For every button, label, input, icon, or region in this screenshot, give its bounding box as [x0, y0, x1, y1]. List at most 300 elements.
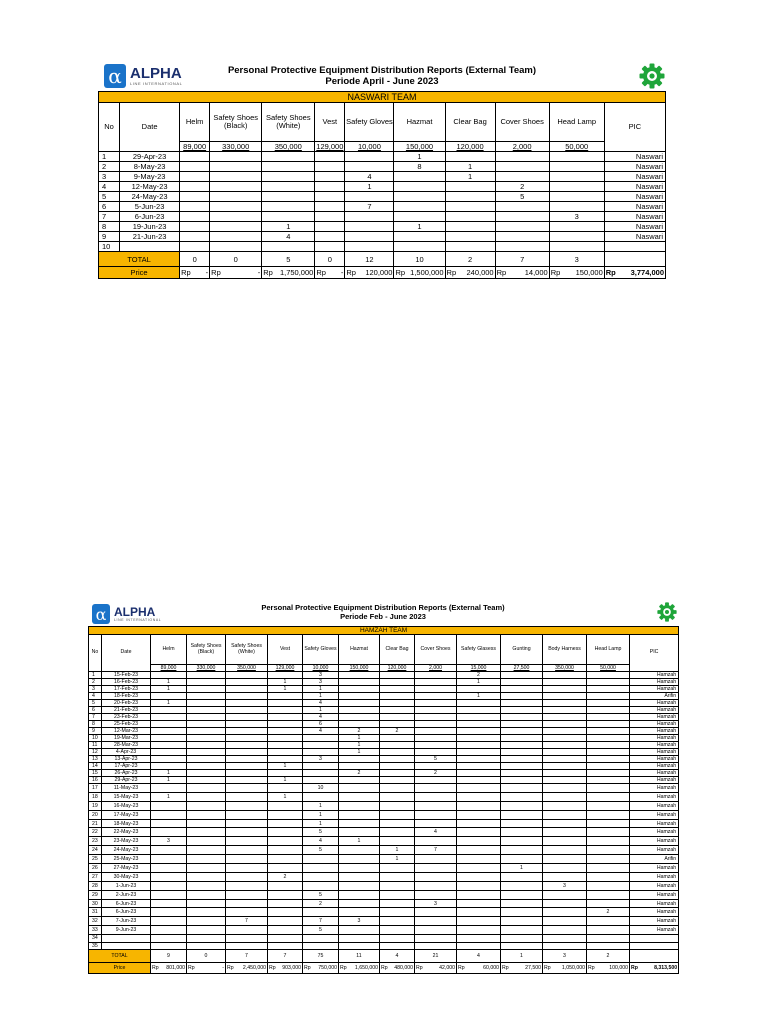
- amount: 750,000: [318, 965, 337, 972]
- currency: Rp: [188, 965, 195, 972]
- price-value: [495, 267, 549, 279]
- row-pic: Hamzah: [630, 792, 679, 801]
- row-number: 11: [89, 742, 102, 749]
- row-qty: 1: [394, 222, 445, 232]
- row-number: 13: [89, 756, 102, 763]
- amount: 27,500: [525, 965, 541, 972]
- amount: 1,650,000: [354, 965, 378, 972]
- row-number: 5: [99, 192, 120, 202]
- table-row: [89, 770, 679, 777]
- row-qty: [445, 232, 495, 242]
- row-date: 7-Jun-23: [102, 917, 151, 926]
- currency: Rp: [631, 965, 638, 972]
- row-qty: [587, 899, 630, 908]
- row-date: 6-Jun-23: [120, 212, 180, 222]
- row-qty: 1: [268, 763, 303, 770]
- row-qty: [151, 926, 187, 935]
- row-qty: [501, 837, 543, 846]
- row-qty: 1: [262, 222, 315, 232]
- row-qty: [445, 152, 495, 162]
- row-qty: [549, 242, 604, 252]
- row-qty: [394, 242, 445, 252]
- row-qty: [303, 864, 339, 873]
- row-qty: [187, 926, 226, 935]
- price-value: [180, 267, 210, 279]
- column-header: Head Lamp: [549, 103, 604, 142]
- row-qty: [587, 935, 630, 943]
- unit-price: 350,000: [262, 142, 315, 152]
- row-qty: [180, 242, 210, 252]
- row-qty: [303, 855, 339, 864]
- unit-price: 350,000: [226, 665, 268, 672]
- row-date: 9-Jun-23: [102, 926, 151, 935]
- row-qty: [187, 792, 226, 801]
- row-qty: [501, 679, 543, 686]
- row-qty: [345, 222, 394, 232]
- row-number: 22: [89, 828, 102, 837]
- row-pic: Hamzah: [630, 864, 679, 873]
- row-pic: Hamzah: [630, 728, 679, 735]
- total-label: TOTAL: [89, 950, 151, 963]
- row-qty: [415, 693, 457, 700]
- row-qty: [543, 855, 587, 864]
- row-qty: [226, 721, 268, 728]
- row-qty: [415, 672, 457, 679]
- row-qty: [543, 686, 587, 693]
- row-qty: [380, 801, 415, 810]
- row-date: 8-May-23: [120, 162, 180, 172]
- row-qty: [303, 792, 339, 801]
- row-qty: [457, 777, 501, 784]
- column-header: PIC: [604, 103, 665, 152]
- column-header: Clear Bag: [445, 103, 495, 142]
- table-row: [99, 182, 666, 192]
- row-date: 1-Jun-23: [102, 881, 151, 890]
- row-qty: [415, 686, 457, 693]
- row-qty: [543, 756, 587, 763]
- row-qty: [543, 770, 587, 777]
- row-number: 9: [89, 728, 102, 735]
- table-row: [89, 735, 679, 742]
- table-row: [89, 693, 679, 700]
- row-qty: [268, 801, 303, 810]
- row-number: 14: [89, 763, 102, 770]
- row-qty: [268, 756, 303, 763]
- row-qty: 2: [339, 770, 380, 777]
- currency: Rp: [263, 268, 273, 277]
- row-qty: [226, 777, 268, 784]
- row-qty: [151, 810, 187, 819]
- distribution-table: [98, 91, 666, 279]
- row-date: 25-May-23: [102, 855, 151, 864]
- row-qty: [543, 810, 587, 819]
- row-qty: [587, 777, 630, 784]
- row-qty: [495, 242, 549, 252]
- row-qty: [587, 700, 630, 707]
- row-qty: [394, 232, 445, 242]
- row-date: 27-May-23: [102, 864, 151, 873]
- row-date: 15-Feb-23: [102, 672, 151, 679]
- row-qty: [457, 749, 501, 756]
- row-qty: [268, 749, 303, 756]
- row-qty: [501, 784, 543, 793]
- row-qty: [495, 162, 549, 172]
- row-qty: [380, 908, 415, 917]
- column-header: Helm: [151, 635, 187, 665]
- amount: 120,000: [365, 268, 393, 277]
- row-qty: [151, 890, 187, 899]
- row-qty: [187, 735, 226, 742]
- row-number: 3: [89, 686, 102, 693]
- row-qty: [187, 810, 226, 819]
- row-qty: 4: [303, 837, 339, 846]
- row-date: 29-Apr-23: [102, 777, 151, 784]
- row-qty: [268, 707, 303, 714]
- row-qty: [587, 686, 630, 693]
- row-qty: [380, 890, 415, 899]
- row-pic: Naswari: [604, 162, 665, 172]
- row-qty: [226, 679, 268, 686]
- row-qty: [339, 679, 380, 686]
- row-qty: [457, 801, 501, 810]
- row-number: 17: [89, 784, 102, 793]
- total-pic-blank: [630, 950, 679, 963]
- row-pic: Naswari: [604, 172, 665, 182]
- row-qty: [543, 864, 587, 873]
- row-qty: [380, 942, 415, 950]
- row-qty: [268, 810, 303, 819]
- row-qty: 4: [262, 232, 315, 242]
- row-qty: [394, 192, 445, 202]
- row-qty: [543, 908, 587, 917]
- currency: Rp: [496, 268, 507, 277]
- row-qty: [226, 890, 268, 899]
- currency: Rp: [316, 268, 326, 277]
- row-date: [102, 942, 151, 950]
- row-qty: [226, 828, 268, 837]
- row-qty: [315, 182, 345, 192]
- row-qty: [339, 693, 380, 700]
- column-header: Date: [102, 635, 151, 672]
- row-qty: [394, 182, 445, 192]
- row-qty: 2: [457, 672, 501, 679]
- row-qty: [543, 714, 587, 721]
- table-row: [89, 837, 679, 846]
- row-qty: [339, 721, 380, 728]
- row-qty: [543, 707, 587, 714]
- price-value: [587, 963, 630, 974]
- price-row: [99, 267, 666, 279]
- row-qty: 7: [226, 917, 268, 926]
- row-qty: [380, 864, 415, 873]
- row-qty: [415, 777, 457, 784]
- row-qty: [187, 864, 226, 873]
- row-qty: [543, 742, 587, 749]
- row-qty: [501, 792, 543, 801]
- row-qty: [315, 192, 345, 202]
- row-qty: [380, 735, 415, 742]
- row-number: 35: [89, 942, 102, 950]
- row-qty: [457, 763, 501, 770]
- row-qty: [262, 162, 315, 172]
- alpha-logo-icon: α: [104, 64, 126, 88]
- row-qty: [226, 714, 268, 721]
- row-qty: [415, 819, 457, 828]
- row-qty: [226, 672, 268, 679]
- header-row: [89, 635, 679, 665]
- row-qty: [415, 942, 457, 950]
- row-qty: [457, 721, 501, 728]
- row-qty: [445, 212, 495, 222]
- row-qty: [415, 890, 457, 899]
- row-qty: [501, 756, 543, 763]
- row-qty: [262, 182, 315, 192]
- row-qty: [587, 926, 630, 935]
- row-qty: [187, 721, 226, 728]
- unit-price: 120,000: [445, 142, 495, 152]
- row-qty: [394, 212, 445, 222]
- table-row: [89, 828, 679, 837]
- total-value: 0: [180, 252, 210, 267]
- row-pic: [630, 942, 679, 950]
- row-qty: [187, 693, 226, 700]
- row-qty: [210, 202, 262, 212]
- row-qty: 1: [303, 693, 339, 700]
- column-header: Vest: [315, 103, 345, 142]
- total-value: 7: [495, 252, 549, 267]
- table-row: [89, 784, 679, 793]
- row-qty: [501, 700, 543, 707]
- row-pic: Hamzah: [630, 890, 679, 899]
- row-qty: [268, 942, 303, 950]
- column-header: Safety Gloves: [345, 103, 394, 142]
- row-qty: [226, 735, 268, 742]
- row-qty: 2: [495, 182, 549, 192]
- row-number: 7: [99, 212, 120, 222]
- row-qty: [339, 819, 380, 828]
- row-qty: [303, 742, 339, 749]
- row-qty: [187, 837, 226, 846]
- row-qty: [549, 152, 604, 162]
- row-qty: 1: [339, 735, 380, 742]
- row-qty: [187, 908, 226, 917]
- row-qty: [415, 837, 457, 846]
- row-qty: [501, 917, 543, 926]
- row-qty: [543, 679, 587, 686]
- row-qty: [587, 714, 630, 721]
- row-qty: [501, 714, 543, 721]
- row-qty: [268, 819, 303, 828]
- row-qty: 1: [303, 819, 339, 828]
- row-qty: [415, 728, 457, 735]
- price-label: Price: [89, 963, 151, 974]
- table-row: [99, 192, 666, 202]
- row-qty: [180, 202, 210, 212]
- price-value: [501, 963, 543, 974]
- row-qty: [587, 828, 630, 837]
- unit-price: 129,000: [268, 665, 303, 672]
- row-qty: [543, 721, 587, 728]
- unit-price: 50,000: [549, 142, 604, 152]
- unit-price: 10,000: [345, 142, 394, 152]
- row-date: 21-Feb-23: [102, 707, 151, 714]
- row-qty: [226, 926, 268, 935]
- row-number: 3: [99, 172, 120, 182]
- row-qty: [187, 728, 226, 735]
- row-qty: [180, 192, 210, 202]
- row-qty: [415, 784, 457, 793]
- row-qty: [543, 763, 587, 770]
- row-qty: 2: [415, 770, 457, 777]
- report-title: [208, 66, 556, 88]
- amount: 240,000: [466, 268, 494, 277]
- row-qty: 3: [151, 837, 187, 846]
- row-qty: [415, 735, 457, 742]
- currency: Rp: [304, 965, 311, 972]
- row-qty: [587, 942, 630, 950]
- total-value: 2: [445, 252, 495, 267]
- row-qty: [587, 846, 630, 855]
- row-qty: [380, 693, 415, 700]
- row-qty: [543, 819, 587, 828]
- row-qty: [210, 222, 262, 232]
- row-qty: [151, 801, 187, 810]
- row-qty: [303, 872, 339, 881]
- row-qty: [187, 855, 226, 864]
- grand-total: [604, 267, 665, 279]
- row-qty: [445, 182, 495, 192]
- row-qty: [268, 935, 303, 943]
- row-qty: [543, 728, 587, 735]
- row-qty: [415, 679, 457, 686]
- row-date: 22-May-23: [102, 828, 151, 837]
- row-qty: [587, 763, 630, 770]
- row-qty: [457, 742, 501, 749]
- table-row: [89, 846, 679, 855]
- row-qty: 1: [380, 846, 415, 855]
- row-qty: [380, 707, 415, 714]
- row-qty: [180, 232, 210, 242]
- price-value: [339, 963, 380, 974]
- row-qty: 2: [268, 872, 303, 881]
- row-qty: [587, 756, 630, 763]
- row-qty: [303, 935, 339, 943]
- row-qty: [415, 714, 457, 721]
- row-qty: [380, 917, 415, 926]
- total-value: 2: [587, 950, 630, 963]
- price-value: [345, 267, 394, 279]
- row-qty: [380, 763, 415, 770]
- row-qty: [339, 672, 380, 679]
- brand-subtitle: LINE INTERNATIONAL: [130, 81, 183, 86]
- row-pic: Hamzah: [630, 763, 679, 770]
- row-date: 16-Feb-23: [102, 679, 151, 686]
- row-qty: [587, 728, 630, 735]
- column-header: Gunting: [501, 635, 543, 665]
- row-qty: [315, 212, 345, 222]
- row-qty: [226, 686, 268, 693]
- row-qty: [380, 837, 415, 846]
- row-qty: [339, 714, 380, 721]
- row-number: 2: [89, 679, 102, 686]
- row-qty: [268, 828, 303, 837]
- row-qty: [226, 819, 268, 828]
- row-qty: [501, 672, 543, 679]
- amount: 60,000: [483, 965, 499, 972]
- row-pic: Naswari: [604, 232, 665, 242]
- row-qty: [226, 908, 268, 917]
- row-qty: 1: [339, 749, 380, 756]
- grand-total: [630, 963, 679, 974]
- row-qty: [210, 182, 262, 192]
- row-qty: [226, 693, 268, 700]
- brand-name: ALPHA: [114, 605, 156, 619]
- row-qty: [315, 172, 345, 182]
- row-qty: [587, 872, 630, 881]
- row-number: 1: [99, 152, 120, 162]
- amount: 2,450,000: [242, 965, 266, 972]
- row-date: 25-Feb-23: [102, 721, 151, 728]
- row-qty: [380, 756, 415, 763]
- row-qty: [549, 182, 604, 192]
- row-qty: [210, 232, 262, 242]
- row-qty: 1: [303, 686, 339, 693]
- column-header: No: [99, 103, 120, 152]
- table-row: [89, 926, 679, 935]
- table-row: [99, 162, 666, 172]
- row-qty: [151, 828, 187, 837]
- row-number: 2: [99, 162, 120, 172]
- row-qty: 1: [339, 837, 380, 846]
- row-date: 17-Feb-23: [102, 686, 151, 693]
- row-qty: [151, 735, 187, 742]
- row-qty: [457, 881, 501, 890]
- row-qty: [587, 864, 630, 873]
- row-qty: [380, 784, 415, 793]
- alpha-logo-icon: α: [92, 604, 110, 624]
- row-qty: [268, 693, 303, 700]
- row-number: 12: [89, 749, 102, 756]
- currency: Rp: [416, 965, 423, 972]
- row-qty: [180, 182, 210, 192]
- row-date: 6-Jun-23: [102, 899, 151, 908]
- row-qty: [501, 735, 543, 742]
- currency: Rp: [588, 965, 595, 972]
- row-qty: 1: [457, 693, 501, 700]
- table-row: [89, 942, 679, 950]
- currency: Rp: [381, 965, 388, 972]
- column-header: Helm: [180, 103, 210, 142]
- row-qty: [187, 942, 226, 950]
- row-pic: Hamzah: [630, 777, 679, 784]
- row-qty: [495, 212, 549, 222]
- row-number: 26: [89, 864, 102, 873]
- row-qty: [415, 749, 457, 756]
- grand-total-amount: 8,313,500: [654, 965, 678, 972]
- row-number: 21: [89, 819, 102, 828]
- row-pic: Hamzah: [630, 872, 679, 881]
- unit-price: 129,000: [316, 142, 344, 151]
- unit-price: 27,500: [501, 665, 543, 672]
- row-qty: [187, 714, 226, 721]
- row-pic: Hamzah: [630, 721, 679, 728]
- row-qty: 1: [151, 679, 187, 686]
- row-qty: [380, 926, 415, 935]
- row-qty: 4: [303, 700, 339, 707]
- row-qty: [339, 801, 380, 810]
- row-pic: Hamzah: [630, 770, 679, 777]
- unit-price: 2,000: [495, 142, 549, 152]
